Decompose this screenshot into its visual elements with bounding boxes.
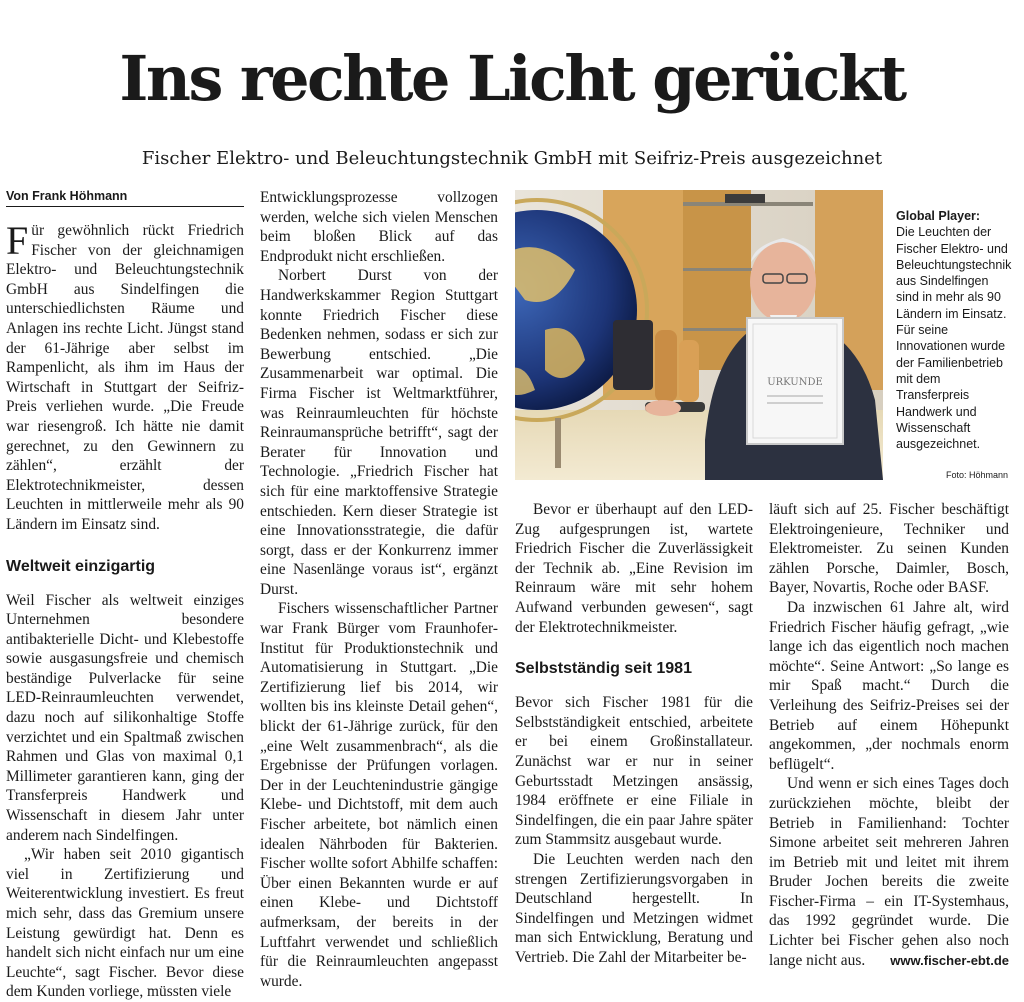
paragraph: Da inzwischen 61 Jahre alt, wird Friedrich Fischer häufig gefragt, „wie lange ich das eigentlich noch machen möchte“. Seine Antwort: „So lange es mir Spaß macht.“ Durch die Verleihung des Seifriz-Preises sei der Betrieb auf einem Höhepunkt angekommen, „der nochmals enorm beflügelt“. xyxy=(769,598,1009,773)
paragraph: läuft sich auf 25. Fischer beschäftigt Elektroingenieure, Techniker und Elektromeister. Zu seinen Kunden zählen Porsche, Daimler, Bosch, Bayer, Novartis, Roche oder BASF. xyxy=(769,501,1009,597)
paragraph: Norbert Durst von der Handwerkskammer Region Stuttgart konnte Friedrich Fischer diese Bedenken nehmen, sodass er sich zur Bewerbung entschied. „Die Zusammenarbeit war optimal. Die Firma Fischer ist Weltmarktführer, was Reinraumleuchten für höchste Reinraumansprüche betrifft“, sagt der Berater für Innovation und Technologie. „Friedrich Fischer hat sich für eine marktoffensive Strategie entschieden. Kern dieser Strategie ist eine Innovationsstrategie, die dafür sorgt, dass er der Konkurrenz immer eine Nasenlänge voraus ist“, ergänzt Durst. xyxy=(260,267,498,598)
paragraph: Bevor sich Fischer 1981 für die Selbstständigkeit entschied, arbeitete er bei einem Großinstallateur. Zunächst war er nur in seiner Geburtsstadt Metzingen ansässig, 1984 eröffnete er eine Filiale in Sindelfingen, die ein paar Jahre später zum Stammsitz ausgebaut wurde. xyxy=(515,694,753,849)
article-photo xyxy=(515,190,883,480)
column-2 xyxy=(260,188,498,991)
drop-cap: F xyxy=(6,218,29,263)
website-link[interactable]: www.fischer-ebt.de xyxy=(890,952,1009,968)
paragraph: Die Leuchten werden nach den strengen Zertifizierungsvorgaben in Deutschland hergestellt. In Sindelfingen und Metzingen widmet man sich Entwicklung, Beratung und Vertrieb. Die Zahl der Mitarbeiter be- xyxy=(515,850,753,966)
photo-credit: Foto: Höhmann xyxy=(945,470,1008,480)
certificate-text: URKUNDE xyxy=(767,377,823,388)
column-1 xyxy=(6,188,244,1002)
caption-text: Die Leuchten der Fischer Elektro- und Beleuchtungstechnik aus Sindelfingen sind in mehr als 90 Ländern im Einsatz. Für seine Innovationen wurde der Familienbetrieb mit dem Transferpreis Handwerk und Wissenschaft ausgezeichnet. xyxy=(896,225,1012,452)
column-4 xyxy=(769,500,1009,970)
headline: Ins rechte Licht gerückt xyxy=(119,42,905,115)
subheadline: Fischer Elektro- und Beleuchtungstechnik GmbH mit Seifriz-Preis ausgezeichnet xyxy=(141,148,883,169)
paragraph: „Wir haben seit 2010 gigantisch viel in Zertifizierung und Weiterentwicklung investiert. Es freut mich sehr, dass das Gremium unsere Leistung gewürdigt hat. Denn es handelt sich nicht einfach nur um eine Leuchte“, sagt Fischer. Bevor diese dem Kunden vorliege, müssten viele xyxy=(6,846,244,1001)
section-heading-selbststaendig: Selbstständig seit 1981 xyxy=(515,660,692,678)
photo-caption xyxy=(896,208,1010,452)
paragraph: Fischers wissenschaftlicher Partner war Frank Bürger vom Fraunhofer-Institut für Produktionstechnik und Automatisierung in Stuttgart. „Die Zertifizierung lief bis 2014, wir wollten bis ins kleinste Detail gehen“, blickt der 61-Jährige zurück, für den „eine Welt zusammenbrach“, als die Ergebnisse der Prüfungen vorlagen. Der in der Leuchtenindustrie gängige Klebe- und Dichtstoff, mit dem auch Fischer arbeitete, bot nämlich einen idealen Nährboden für Bakterien. Fischer wollte sofort Abhilfe schaffen: Über einen Bekannten wurde er auf einen Klebe- und Dichtstoff aufmerksam, der bereits in der Luftfahrt verwendet und schließlich für die Reinraumleuchten angepasst wurde. xyxy=(260,600,498,990)
byline: Von Frank Höhmann xyxy=(6,188,244,207)
intro-text: ür gewöhnlich rückt Friedrich Fischer von der gleichnamigen Elektro- und Beleuchtungstechnik GmbH aus Sindelfingen die unterschiedlichsten Räume und Anlagen ins rechte Licht. Jüngst stand der 61-Jährige aber selbst im Rampenlicht, als ihm im Haus der Wirtschaft in Stuttgart der Seifriz-Preis verliehen wurde. „Die Freude war riesengroß. Ich hätte nie damit gerechnet, zu den Gewinnern zu zählen“, erzählt der Elektrotechnikmeister, dessen Leuchten in mittlerweile mehr als 90 Ländern im Einsatz sind. xyxy=(6,222,244,533)
column-3 xyxy=(515,500,753,967)
paragraph: Weil Fischer als weltweit einziges Unternehmen besondere antibakterielle Dicht- und Klebestoffe sowie ausgasungsfreie und chemisch beständige Pulverlacke für seine LED-Reinraumleuchten verwendet, dazu noch auf silikonhaltige Stoffe verzichtet und ein Spaltmaß zwischen Rahmen und Glas von maximal 0,1 Millimeter garantieren kann, ging der Transferpreis Handwerk und Wissenschaft in diesem Jahr unter anderem nach Sindelfingen. xyxy=(6,591,244,844)
paragraph: Bevor er überhaupt auf den LED-Zug aufgesprungen ist, wartete Friedrich Fischer die Zuverlässigkeit der Technik ab. „Eine Revision im Reinraum wäre mit sehr hohem Aufwand verbunden gewesen“, sagt der Elektrotechnikmeister. xyxy=(515,501,753,636)
intro-paragraph xyxy=(6,218,244,535)
paragraph xyxy=(769,774,1009,970)
caption-title: Global Player: xyxy=(896,209,981,223)
section-heading-weltweit: Weltweit einzigartig xyxy=(6,557,156,575)
paragraph-text: Und wenn er sich eines Tages doch zurückziehen möchte, bleibt der Betrieb in Familienhand: Tochter Simone arbeitet seit mehreren Jahren im Betrieb mit und leitet mit ihrem Bruder Jochen bereits die zweite Fischer-Firma – ein IT-Systemhaus, das 1992 gegründet wurde. Die Lichter bei Fischer gehen also noch lange nicht aus. xyxy=(769,775,1009,969)
paragraph: Entwicklungsprozesse vollzogen werden, welche sich vielen Menschen beim bloßen Blick auf das Endprodukt nicht erschließen. xyxy=(260,189,498,265)
